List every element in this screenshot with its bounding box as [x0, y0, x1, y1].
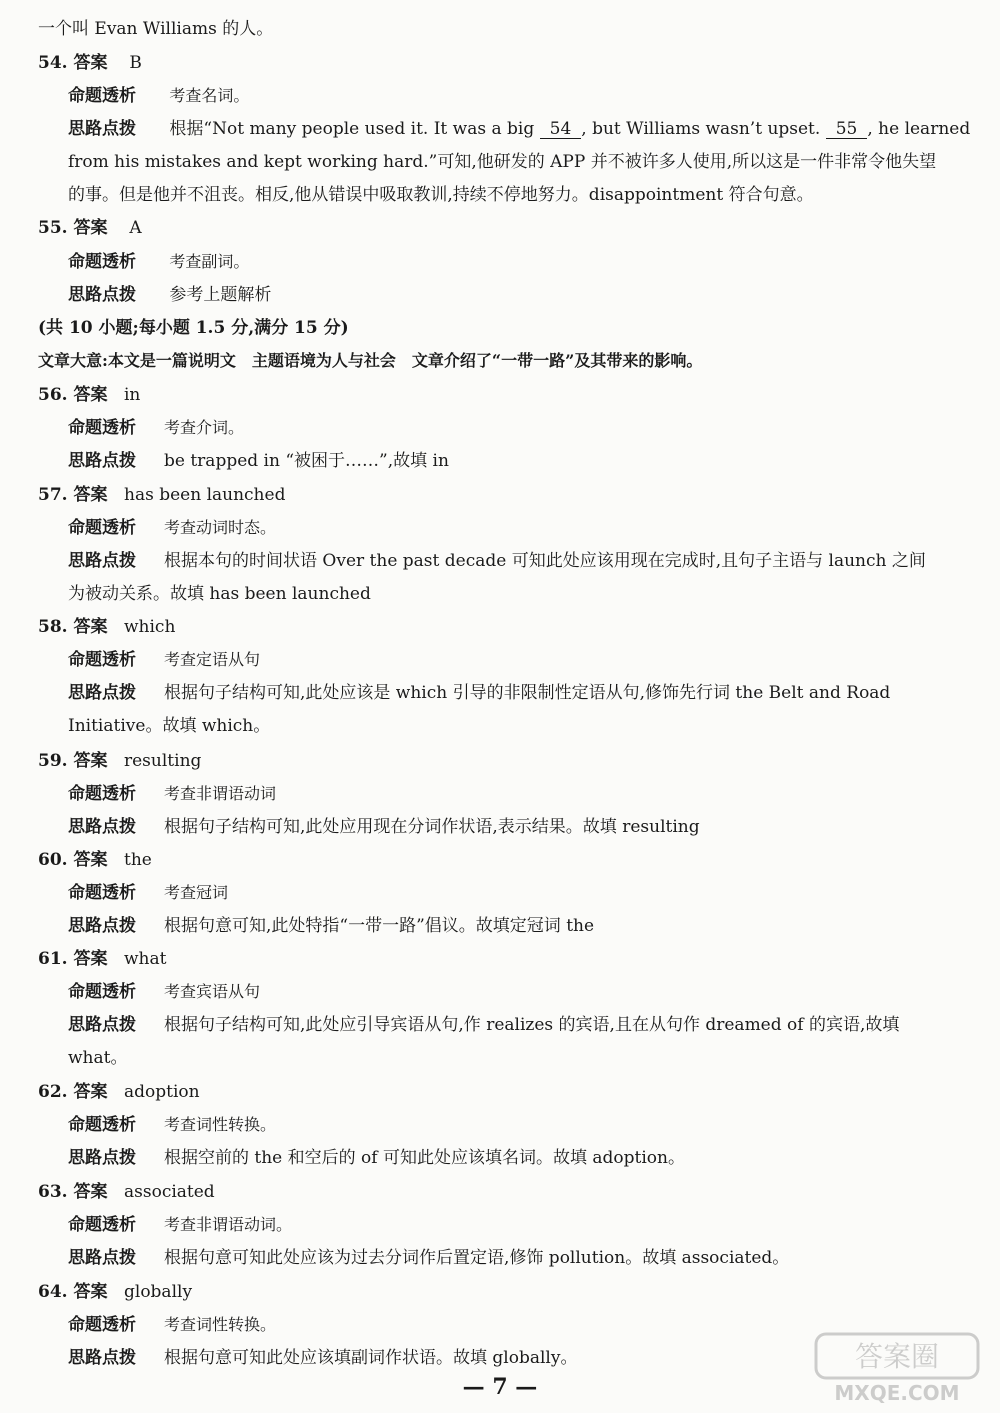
approach-label: 思路点拨 [68, 1348, 136, 1368]
approach-label: 思路点拨 [68, 817, 136, 837]
q55-approach: 参考上题解析 [169, 285, 272, 305]
analysis-label: 命题透析 [68, 1315, 136, 1335]
approach-row [68, 1014, 962, 1036]
answer-row [38, 616, 962, 638]
approach-row [68, 915, 962, 937]
item-approach: 根据句意可知此处应该填副词作状语。故填 globally。 [164, 1348, 578, 1368]
q55-approach-row [68, 284, 962, 306]
item-answer: which [124, 617, 176, 637]
item-answer: has been launched [124, 485, 286, 505]
item-approach-continued: Initiative。故填 which。 [68, 716, 271, 736]
item-approach: 根据句子结构可知,此处应该是 which 引导的非限制性定语从句,修饰先行词 the Belt and Road [164, 683, 891, 703]
q54-approach-text-2: , but Williams wasn’t upset. [581, 119, 821, 139]
approach-label: 思路点拨 [68, 916, 136, 936]
item-analysis: 考查词性转换。 [164, 1115, 277, 1134]
approach-row [68, 1047, 962, 1069]
analysis-row [68, 981, 962, 1003]
approach-label: 思路点拨 [68, 1248, 136, 1268]
svg-text:答案圈: 答案圈 [854, 1340, 940, 1373]
approach-label: 思路点拨 [68, 285, 136, 305]
item-label: 63. 答案 [38, 1182, 108, 1202]
approach-row [68, 682, 962, 704]
answer-row [38, 948, 962, 970]
answer-row [38, 849, 962, 871]
item-label: 57. 答案 [38, 485, 108, 505]
blank-54: 54 [540, 120, 582, 139]
answer-row [38, 750, 962, 772]
item-analysis: 考查介词。 [164, 418, 245, 437]
q54-label: 54. 答案 [38, 53, 108, 73]
analysis-label: 命题透析 [68, 650, 136, 670]
watermark-logo [812, 1330, 982, 1406]
item-analysis: 考查定语从句 [164, 650, 261, 669]
item-answer: the [124, 850, 152, 870]
approach-row [68, 450, 962, 472]
q54-analysis: 考查名词。 [169, 86, 250, 105]
top-line: 一个叫 Evan Williams 的人。 [38, 19, 274, 39]
item-approach: 根据本句的时间状语 Over the past decade 可知此处应该用现在完成时,且句子主语与 launch 之间 [164, 551, 926, 571]
analysis-label: 命题透析 [68, 252, 136, 272]
item-analysis: 考查宾语从句 [164, 982, 261, 1001]
item-answer: resulting [124, 751, 202, 771]
approach-label: 思路点拨 [68, 1015, 136, 1035]
approach-label: 思路点拨 [68, 551, 136, 571]
item-label: 59. 答案 [38, 751, 108, 771]
item-label: 58. 答案 [38, 617, 108, 637]
q54-analysis-row [68, 85, 962, 107]
item-label: 62. 答案 [38, 1082, 108, 1102]
answer-row [38, 1281, 962, 1303]
analysis-label: 命题透析 [68, 418, 136, 438]
item-label: 61. 答案 [38, 949, 108, 969]
approach-label: 思路点拨 [68, 119, 136, 139]
analysis-label: 命题透析 [68, 518, 136, 538]
approach-label: 思路点拨 [68, 1148, 136, 1168]
analysis-row [68, 517, 962, 539]
approach-row [68, 1247, 962, 1269]
approach-row [68, 816, 962, 838]
item-analysis: 考查非谓语动词 [164, 784, 277, 803]
item-answer: globally [124, 1282, 193, 1302]
item-answer: associated [124, 1182, 215, 1202]
item-analysis: 考查动词时态。 [164, 518, 277, 537]
svg-text:MXQE.COM: MXQE.COM [834, 1381, 960, 1405]
analysis-label: 命题透析 [68, 1115, 136, 1135]
q54-approach-line-3: 的事。但是他并不沮丧。相反,他从错误中吸取教训,持续不停地努力。disappointment 符合句意。 [68, 185, 814, 205]
item-approach: 根据句子结构可知,此处应用现在分词作状语,表示结果。故填 resulting [164, 817, 700, 837]
approach-row [68, 1147, 962, 1169]
item-analysis: 考查词性转换。 [164, 1315, 277, 1334]
item-approach: 根据句意可知,此处特指“一带一路”倡议。故填定冠词 the [164, 916, 595, 936]
item-approach: 根据空前的 the 和空后的 of 可知此处应该填名词。故填 adoption。 [164, 1148, 685, 1168]
item-answer: in [124, 385, 141, 405]
approach-label: 思路点拨 [68, 683, 136, 703]
approach-label: 思路点拨 [68, 451, 136, 471]
analysis-label: 命题透析 [68, 86, 136, 106]
q55-answer-row [38, 217, 962, 239]
q55-label: 55. 答案 [38, 218, 108, 238]
item-label: 60. 答案 [38, 850, 108, 870]
item-label: 56. 答案 [38, 385, 108, 405]
analysis-row [68, 649, 962, 671]
approach-row [68, 583, 962, 605]
article-summary: 文章大意:本文是一篇说明文 主题语境为人与社会 文章介绍了“一带一路”及其带来的影响。 [38, 351, 703, 370]
page-number: — 7 — [462, 1374, 538, 1400]
q54-approach-row [68, 118, 971, 140]
q54-answer: B [129, 53, 142, 73]
q54-approach-line-2: from his mistakes and kept working hard.”可知,他研发的 APP 并不被许多人使用,所以这是一件非常令他失望 [68, 152, 937, 172]
item-approach-continued: what。 [68, 1048, 128, 1068]
analysis-row [68, 882, 962, 904]
approach-row [68, 550, 962, 572]
q55-analysis-row [68, 251, 962, 273]
item-analysis: 考查非谓语动词。 [164, 1215, 293, 1234]
analysis-row [68, 417, 962, 439]
item-approach-continued: 为被动关系。故填 has been launched [68, 584, 371, 604]
analysis-row [68, 1214, 962, 1236]
analysis-row [68, 1114, 962, 1136]
answer-row [38, 484, 962, 506]
approach-row [68, 715, 962, 737]
section-header: (共 10 小题;每小题 1.5 分,满分 15 分) [38, 318, 349, 338]
answer-row [38, 384, 962, 406]
item-answer: adoption [124, 1082, 200, 1102]
answer-row [38, 1181, 962, 1203]
analysis-label: 命题透析 [68, 982, 136, 1002]
answer-row [38, 1081, 962, 1103]
analysis-row [68, 783, 962, 805]
analysis-label: 命题透析 [68, 883, 136, 903]
q55-analysis: 考查副词。 [169, 252, 250, 271]
analysis-label: 命题透析 [68, 1215, 136, 1235]
item-answer: what [124, 949, 167, 969]
item-approach: 根据句意可知此处应该为过去分词作后置定语,修饰 pollution。故填 associated。 [164, 1248, 790, 1268]
analysis-label: 命题透析 [68, 784, 136, 804]
item-approach: 根据句子结构可知,此处应引导宾语从句,作 realizes 的宾语,且在从句作 dreamed of 的宾语,故填 [164, 1015, 900, 1035]
q54-approach-text-1: 根据“Not many people used it. It was a big [169, 119, 535, 139]
blank-55: 55 [826, 120, 868, 139]
q54-answer-row [38, 52, 962, 74]
item-approach: be trapped in “被困于……”,故填 in [164, 451, 449, 471]
q54-approach-text-3: , he learned [867, 119, 971, 139]
q55-answer: A [129, 218, 142, 238]
item-analysis: 考查冠词 [164, 883, 229, 902]
item-label: 64. 答案 [38, 1282, 108, 1302]
